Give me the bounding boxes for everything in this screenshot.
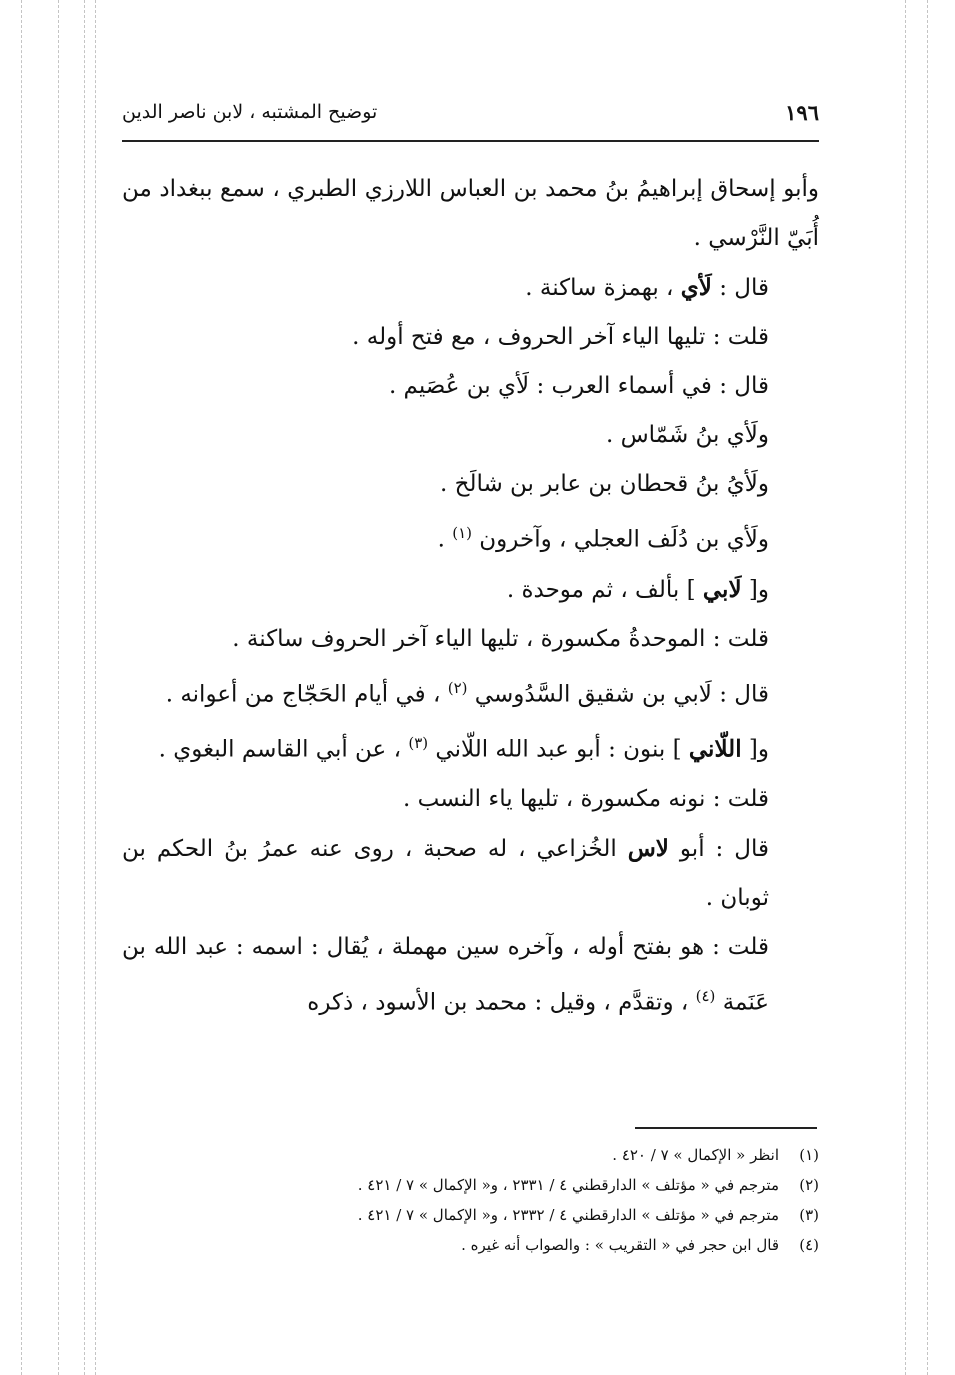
body-paragraph (122, 824, 819, 923)
text-run: وأبو إسحاق إبراهيمُ بنُ محمد بن العباس اللارزي الطبري ، سمع ببغداد من أُبَيّ النَّرْسي . (122, 176, 819, 251)
running-title: توضيح المشتبه ، لابن ناصر الدين (122, 101, 378, 123)
text-run: قال : (711, 275, 769, 301)
footnote-ref: (٣) (408, 734, 429, 753)
body-paragraph (122, 313, 819, 362)
text-run: و[ (741, 736, 769, 763)
body-paragraph (122, 263, 819, 313)
body-paragraph (122, 362, 819, 411)
body-paragraph (122, 460, 819, 509)
footnote-number: (٢) (799, 1176, 819, 1194)
header-rule (122, 140, 819, 142)
footnote-ref: (١) (452, 524, 472, 542)
footnote-text: انظر « الإكمال » ٧ / ٤٢٠ . (612, 1146, 779, 1164)
text-run: قال : لَابي بن شقيق السَّدُوسي (467, 681, 769, 708)
footnote-ref: (٤) (695, 986, 716, 1005)
text-run: قلت : هو بفتح أوله ، وآخره سين مهملة ، يُقال : اسمه : عبد الله بن عَنَمة (122, 933, 769, 1016)
footnote-separator (635, 1127, 817, 1129)
footnote-text: مترجم في « مؤتلف » الدارقطني ٤ / ٢٣٣٢ ، و« الإكمال » ٧ / ٤٢١ . (357, 1206, 779, 1224)
footnotes (200, 1140, 819, 1260)
page-header (122, 95, 819, 129)
text-run: ، في أيام الحَجّاج من أعوانه . (165, 681, 448, 708)
text-run: . (437, 526, 453, 553)
text-run: ، وتقدَّم ، وقيل : محمد بن الأسود ، ذكره (307, 989, 696, 1016)
text-run: قال : أبو (668, 835, 769, 862)
text-run: ولَأي بنُ شَمّاس . (605, 422, 769, 448)
text-run: قلت : نونه مكسورة ، تليها ياء النسب . (403, 785, 769, 812)
body-paragraph (122, 509, 819, 565)
body-paragraph (122, 411, 819, 460)
footnote-ref: (٢) (447, 678, 468, 697)
footnote-text: قال ابن حجر في « التقريب » : والصواب أنه غيره . (461, 1236, 779, 1254)
footnote-text: مترجم في « مؤتلف » الدارقطني ٤ / ٢٣٣١ ، و« الإكمال » ٧ / ٤٢١ . (357, 1176, 779, 1194)
text-run: ، بهمزة ساكنة . (525, 275, 681, 301)
body-paragraph (122, 923, 819, 1028)
footnote-number: (٤) (799, 1236, 819, 1254)
body-paragraph (122, 165, 819, 263)
body-paragraph (122, 719, 819, 775)
text-run: قلت : الموحدةُ مكسورة ، تليها الياء آخر الحروف ساكنة . (232, 625, 769, 652)
headword: لَأي (680, 274, 712, 301)
body-paragraph (122, 615, 819, 664)
body-paragraph (122, 565, 819, 615)
headword: لاس (627, 834, 669, 862)
headword: لَابي (702, 575, 742, 603)
footnote-number: (٣) (799, 1206, 819, 1224)
footnote-line (200, 1140, 819, 1170)
text-run: ولَأي بن دُلَف العجلي ، وآخرون (471, 526, 769, 553)
text-run: ] بألف ، ثم موحدة . (506, 576, 703, 603)
body-paragraph (122, 775, 819, 824)
footnote-line (200, 1200, 819, 1230)
text-run: ولَأيُ بنُ قحطان بن عابر بن شالَخ . (439, 471, 769, 497)
body-text (122, 165, 819, 1028)
body-paragraph (122, 664, 819, 720)
footnote-line (200, 1230, 819, 1260)
text-run: و[ (741, 576, 769, 603)
text-run: قلت : تليها الياء آخر الحروف ، مع فتح أوله . (352, 324, 769, 350)
footnote-line (200, 1170, 819, 1200)
headword: اللّاني (688, 735, 742, 763)
footnote-number: (١) (799, 1146, 819, 1164)
text-run: ، عن أبي القاسم البغوي . (158, 736, 409, 763)
text-run: ] بنون : أبو عبد الله اللّاني (428, 736, 689, 763)
text-run: الخُزاعي ، له صحبة ، روى عنه عمرُ بنُ الحكم بن ثوبان . (122, 835, 769, 911)
page-number: ١٩٦ (785, 99, 819, 125)
text-run: قال : في أسماء العرب : لَأي بن عُصَيم . (388, 373, 769, 399)
